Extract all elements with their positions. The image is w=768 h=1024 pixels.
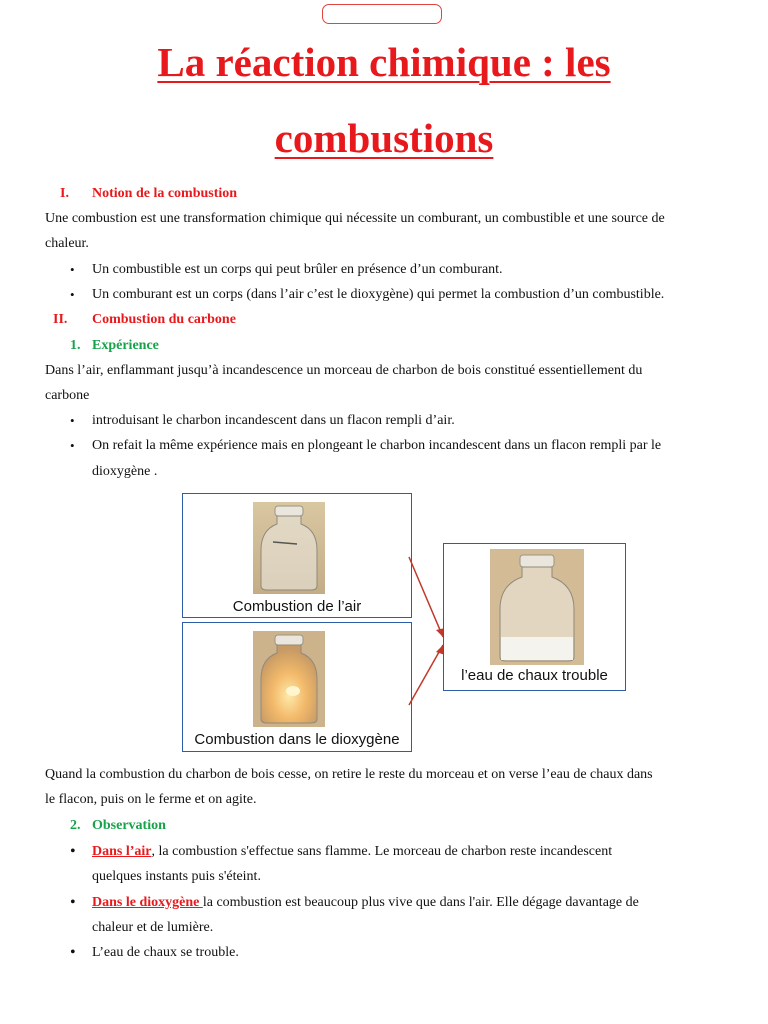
header-tag-box (322, 4, 442, 24)
bullet-dot: • (70, 894, 76, 911)
sub1-number: 1. (70, 338, 81, 353)
observation-limewater: L’eau de chaux se trouble. (92, 945, 239, 960)
sub2-heading: Observation (92, 818, 166, 833)
bullet-dot: • (70, 262, 75, 277)
experiment-bullet1: introduisant le charbon incandescent dans un flacon rempli d’air. (92, 413, 455, 428)
definition-line2: chaleur. (45, 236, 89, 251)
page-title-line2: combustions (274, 115, 494, 161)
section2-heading: Combustion du carbone (92, 312, 236, 327)
experiment-bullet2-line1: On refait la même expérience mais en plongeant le charbon incandescent dans un flacon rempli par le (92, 438, 662, 453)
section1-heading: Notion de la combustion (92, 186, 238, 201)
observation-air-line2: quelques instants puis s'éteint. (92, 869, 261, 884)
definition-line1: Une combustion est une transformation chimique qui nécessite un comburant, un combustible et une source de (45, 211, 665, 226)
jar-photo-dioxygen (253, 631, 325, 727)
figure-box-dioxygen (182, 622, 412, 752)
observation-air-text: , la combustion s'effectue sans flamme. Le morceau de charbon reste incandescent (151, 844, 613, 859)
observation-o2-label: Dans le dioxygène (92, 895, 203, 910)
caption-limewater: l’eau de chaux trouble (461, 667, 608, 684)
experiment-line2: carbone (45, 388, 90, 403)
definition-bullet-comburant: Un comburant est un corps (dans l’air c’est le dioxygène) qui permet la combustion d’un combustible. (92, 287, 665, 302)
caption-dioxygen: Combustion dans le dioxygène (194, 731, 400, 748)
jar-photo-limewater (490, 549, 584, 665)
page-title-line1: La réaction chimique : les (157, 39, 611, 85)
figure-box-limewater (443, 543, 626, 691)
observation-air-label: Dans l’air (92, 844, 152, 859)
observation-o2-line1 (92, 894, 768, 912)
experiment-bullet2-line2: dioxygène . (92, 464, 158, 479)
bullet-dot: • (70, 438, 75, 453)
sub2-number: 2. (70, 818, 81, 833)
jar-photo-air (253, 502, 325, 594)
observation-o2-line2: chaleur et de lumière. (92, 920, 214, 935)
section2-number: II. (53, 312, 68, 327)
after-text-line2: le flacon, puis on le ferme et on agite. (45, 792, 257, 807)
observation-air-line1 (92, 843, 768, 861)
definition-bullet-combustible: Un combustible est un corps qui peut brûler en présence d’un comburant. (92, 262, 503, 277)
sub1-heading: Expérience (92, 338, 159, 353)
after-text-line1: Quand la combustion du charbon de bois cesse, on retire le reste du morceau et on verse l’eau de chaux dans (45, 767, 653, 782)
experiment-line1: Dans l’air, enflammant jusqu’à incandescence un morceau de charbon de bois constitué essentiellement du (45, 363, 643, 378)
bullet-dot: • (70, 413, 75, 428)
bullet-dot: • (70, 944, 76, 961)
section1-number: I. (60, 186, 69, 201)
caption-air: Combustion de l’air (232, 598, 362, 615)
observation-o2-text: la combustion est beaucoup plus vive que dans l'air. Elle dégage davantage de (202, 895, 639, 910)
bullet-dot: • (70, 287, 75, 302)
figure-box-air (182, 493, 412, 618)
bullet-dot: • (70, 843, 76, 860)
